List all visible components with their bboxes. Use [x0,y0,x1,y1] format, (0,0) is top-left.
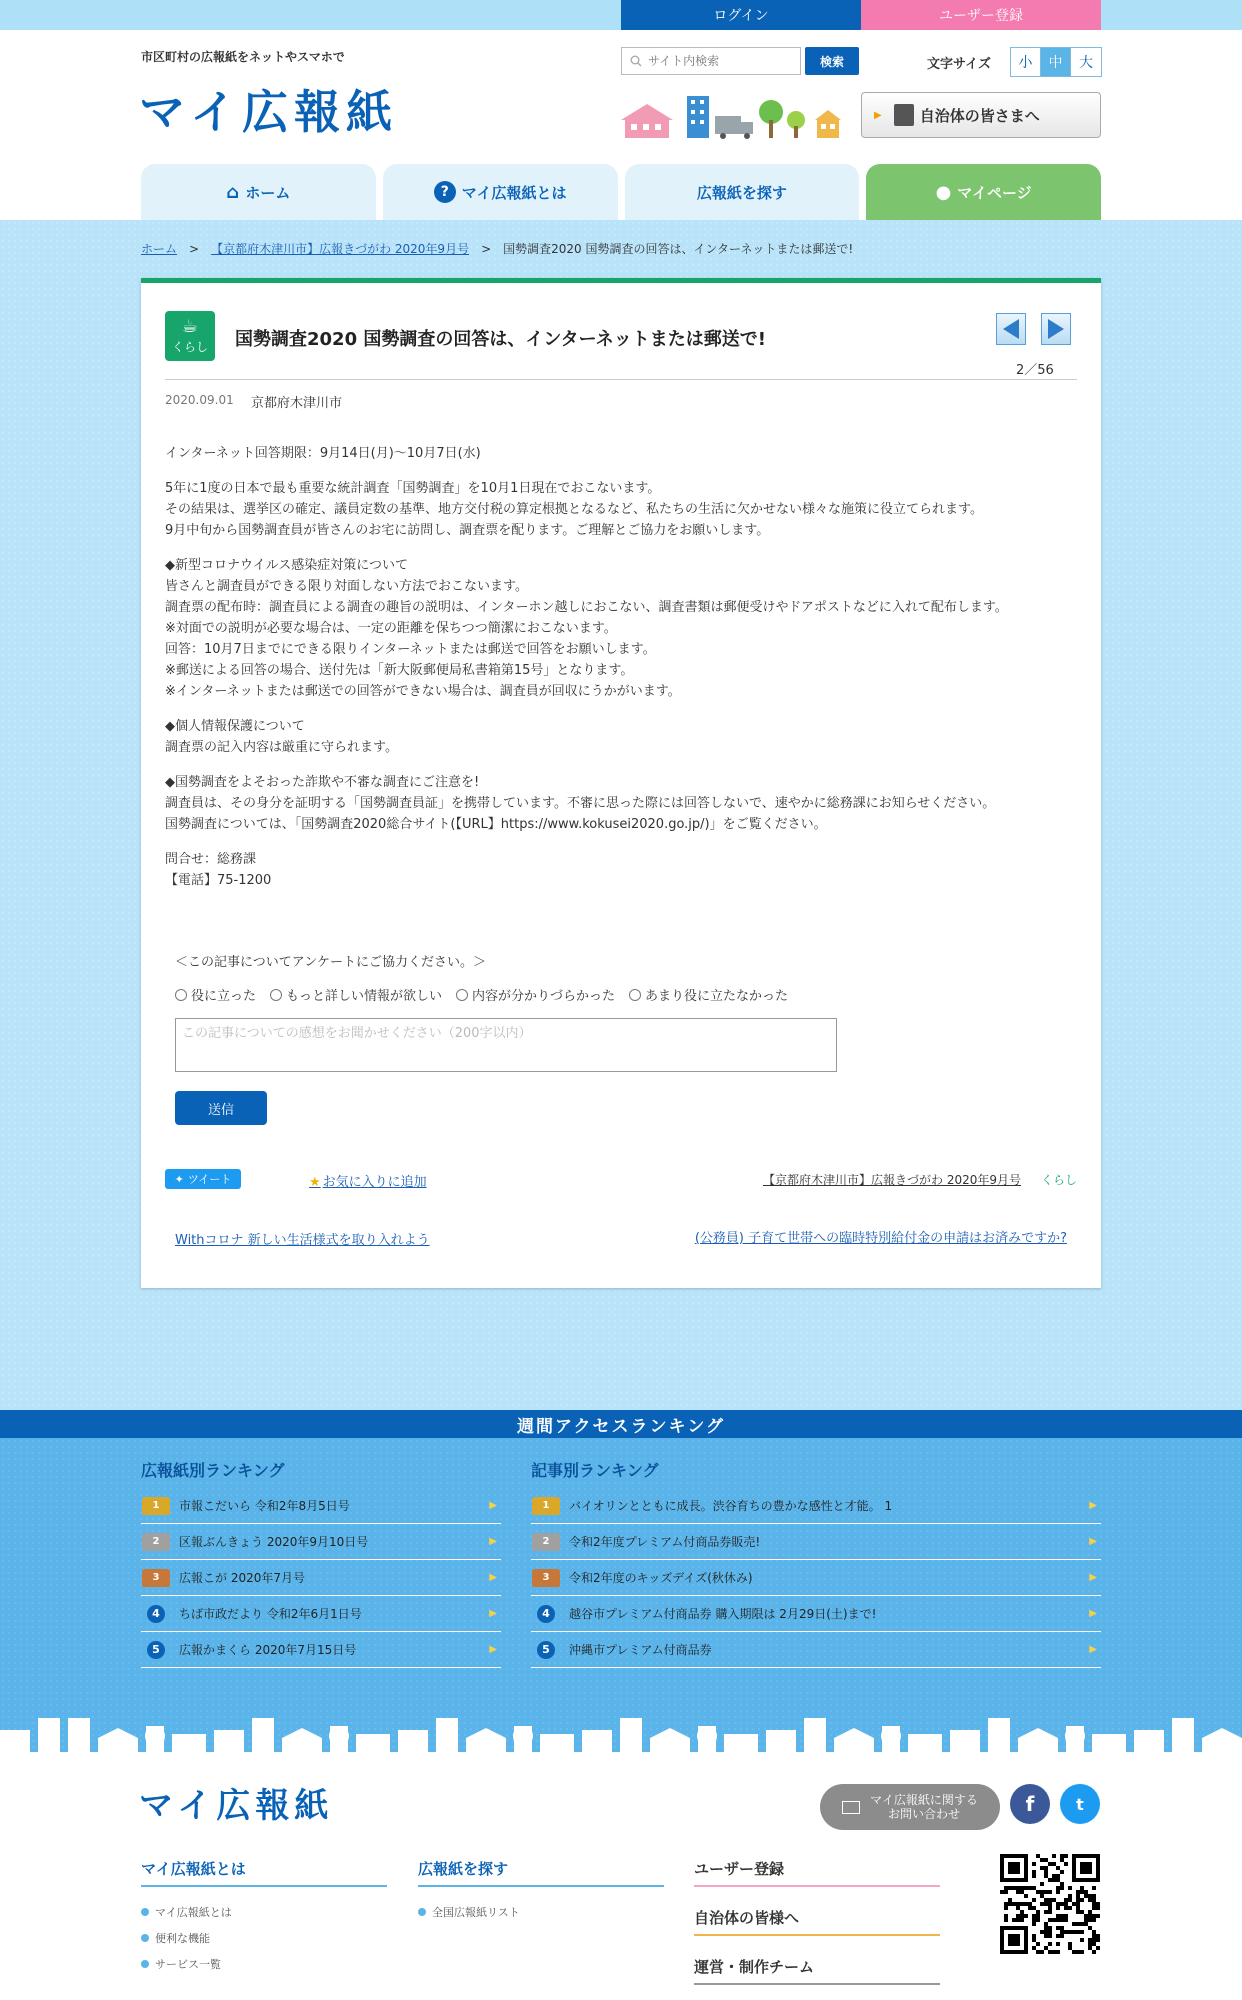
ranking-row[interactable] [141,1632,501,1668]
ranking-label: 令和2年度プレミアム付商品券販売! [569,1535,761,1549]
paper-ranking-list [141,1488,501,1668]
fontsize-large-button[interactable]: 大 [1071,48,1101,76]
rank-number-icon: 5 [537,1641,555,1659]
tab-search[interactable] [625,164,860,220]
contact-line2: お問い合わせ [887,1807,960,1821]
ranking-row[interactable] [141,1488,501,1524]
article-paragraph [165,443,1085,464]
fontsize-medium-button[interactable]: 中 [1041,48,1071,76]
prev-page-button[interactable] [996,313,1026,345]
survey-option-unclear[interactable] [456,985,615,1004]
article-line: ◆国勢調査をよそおった詐欺や不審な調査にご注意を! [165,775,480,790]
article-line: 【電話】75-1200 [165,873,272,888]
tab-about-label: マイ広報紙とは [461,183,567,202]
top-bar [0,0,1242,30]
survey-option-more-info[interactable] [270,985,442,1004]
title-divider [165,379,1077,380]
article-line: ※対面での説明が必要な場合は、一定の距離を保ちつつ簡潔におこないます。 [165,621,617,636]
footer-col-search [418,1858,664,1925]
town-skyline-icon [0,1702,1242,1758]
search-box[interactable] [621,47,801,75]
article-paragraph [165,555,1085,702]
arrow-right-icon: ▶ [489,1608,497,1619]
ranking-row[interactable] [141,1560,501,1596]
article-paragraph [165,772,1085,835]
prev-article-link[interactable]: Withコロナ 新しい生活様式を取り入れよう [175,1233,430,1248]
article-card [141,278,1101,1288]
site-tagline: 市区町村の広報紙をネットやスマホで [141,50,345,64]
article-line: 9月中旬から国勢調査員が皆さんのお宅に訪問し、調査票を配ります。ご理解とご協力をお願いします。 [165,523,770,538]
footer-col-about [141,1858,387,1977]
article-body [165,443,1085,905]
article-line: ◆個人情報保護について [165,719,305,734]
next-page-button[interactable] [1041,313,1071,345]
rank-number-icon: 4 [537,1605,555,1623]
article-line: その結果は、選挙区の確定、議員定数の基準、地方交付税の算定根拠となるなど、私たちの生活に欠かせない様々な施策に役立てられます。 [165,502,983,517]
tab-home[interactable] [141,164,376,220]
tab-home-label: ホーム [245,183,291,202]
breadcrumb-current: 国勢調査2020 国勢調査の回答は、インターネットまたは郵送で! [503,242,854,256]
article-line: 5年に1度の日本で最も重要な統計調査「国勢調査」を10月1日現在でおこないます。 [165,481,661,496]
tab-about[interactable] [383,164,618,220]
arrow-right-icon [1048,319,1064,339]
article-paragraph [165,849,1085,891]
ranking-row[interactable] [141,1596,501,1632]
tab-search-label: 広報紙を探す [696,183,787,202]
footer-link[interactable]: サービス一覧 [141,1951,387,1977]
fontsize-label: 文字サイズ [927,57,991,72]
rank-badge [531,1602,561,1626]
fontsize-small-button[interactable]: 小 [1011,48,1041,76]
rank-badge [141,1494,171,1518]
ranking-row[interactable] [531,1632,1101,1668]
jichitai-button[interactable] [861,92,1101,138]
arrow-right-icon: ▶ [1089,1536,1097,1547]
radio-icon[interactable] [456,989,468,1001]
search-input[interactable] [648,54,798,68]
footer-link[interactable]: マイ広報紙とは [141,1899,387,1925]
question-icon: ? [434,181,456,203]
radio-icon[interactable] [175,989,187,1001]
ranking-row[interactable] [531,1596,1101,1632]
tweet-button[interactable] [165,1169,241,1189]
town-illustration-icon [621,90,851,140]
category-link[interactable]: くらし [1041,1173,1078,1187]
survey-submit-button[interactable]: 送信 [175,1091,267,1125]
article-publisher: 京都府木津川市 [251,396,343,411]
ranking-row[interactable] [531,1488,1101,1524]
rank-badge [531,1638,561,1662]
article-line: ◆新型コロナウイルス感染症対策について [165,558,408,573]
crown-icon: 2 [142,1533,170,1551]
footer-col-search-title[interactable]: 広報紙を探す [418,1858,664,1887]
envelope-icon [842,1801,860,1814]
arrow-right-icon: ▶ [489,1644,497,1655]
category-badge-label: くらし [171,339,208,354]
facebook-icon[interactable]: f [1010,1784,1050,1824]
next-article-link[interactable]: (公務員) 子育て世帯への臨時特別給付金の申請はお済みですか? [694,1231,1067,1246]
crown-icon: 1 [532,1497,560,1515]
footer-link[interactable]: 便利な機能 [141,1925,387,1951]
survey-option-label: 内容が分かりづらかった [472,989,616,1004]
breadcrumb [141,240,853,257]
breadcrumb-home[interactable]: ホーム [141,242,178,256]
fontsize-switcher [1010,47,1102,77]
breadcrumb-separator: > [481,242,492,256]
crown-icon: 1 [142,1497,170,1515]
add-favorite-link[interactable] [309,1171,427,1190]
contact-label [870,1793,978,1821]
ranking-row[interactable] [531,1524,1101,1560]
arrow-right-icon: ▶ [489,1536,497,1547]
rank-badge [141,1530,171,1554]
survey-option-helpful[interactable] [175,985,256,1004]
footer-link-register[interactable]: ユーザー登録 [694,1858,940,1887]
article-paragraph [165,478,1085,541]
search-button[interactable]: 検索 [805,47,859,75]
crown-icon: 3 [532,1569,560,1587]
ranking-row[interactable] [531,1560,1101,1596]
contact-line1: マイ広報紙に関する [870,1793,978,1807]
rank-badge [531,1494,561,1518]
article-paragraph [165,716,1085,758]
article-title: 国勢調査2020 国勢調査の回答は、インターネットまたは郵送で! [235,329,766,350]
footer-link-jichitai[interactable]: 自治体の皆様へ [694,1907,940,1936]
jichitai-label: 自治体の皆さまへ [919,106,1040,125]
arrow-right-icon: ▶ [874,109,882,121]
arrow-right-icon: ▶ [1089,1644,1097,1655]
ranking-label: 区報ぶんきょう 2020年9月10日号 [179,1535,369,1549]
crown-icon: 2 [532,1533,560,1551]
rank-number-icon: 5 [147,1641,165,1659]
user-icon: ● [935,181,952,203]
survey-comment-field[interactable]: この記事についての感想をお聞かせください（200字以内） [175,1018,837,1072]
ranking-label: 越谷市プレミアム付商品券 購入期限は 2月29日(土)まで! [569,1607,877,1621]
arrow-right-icon: ▶ [489,1500,497,1511]
qr-code-icon [1000,1854,1100,1954]
home-icon: ⌂ [226,181,240,203]
rank-badge [141,1638,171,1662]
arrow-right-icon: ▶ [1089,1608,1097,1619]
register-button[interactable]: ユーザー登録 [861,0,1101,30]
arrow-right-icon: ▶ [1089,1572,1097,1583]
article-ranking-title: 記事別ランキング [531,1461,659,1480]
ranking-heading: 週間アクセスランキング [0,1410,1242,1438]
ranking-label: 市報こだいら 令和2年8月5日号 [179,1499,350,1513]
article-line: 回答：10月7日までにできる限りインターネットまたは郵送で回答をお願いします。 [165,642,656,657]
site-footer [0,1758,1242,2000]
survey-title: ＜この記事についてアンケートにご協力ください。＞ [175,955,486,970]
contact-button[interactable] [820,1784,1000,1830]
rank-badge [141,1602,171,1626]
paper-ranking [141,1458,501,1668]
article-ranking-list [531,1488,1101,1668]
tab-mypage[interactable] [866,164,1101,220]
survey-option-label: もっと詳しい情報が欲しい [286,989,443,1004]
issue-link[interactable]: 【京都府木津川市】広報きづがわ 2020年9月号 [763,1173,1021,1187]
tweet-label: ツイート [187,1173,232,1186]
article-line: ※インターネットまたは郵送での回答ができない場合は、調査員が回収にうかがいます。 [165,684,681,699]
footer-link-team[interactable]: 運営・制作チーム [694,1956,940,1985]
radio-icon[interactable] [270,989,282,1001]
article-line: インターネット回答期限：9月14日(月)～10月7日(水) [165,446,481,461]
document-icon [894,104,914,126]
article-ranking [531,1458,1101,1668]
ranking-label: ちば市政だより 令和2年6月1日号 [179,1607,362,1621]
survey-options [175,985,788,1004]
survey-option-label: 役に立った [191,989,257,1004]
favorite-label: お気に入りに追加 [322,1175,427,1190]
footer-logo[interactable]: マイ広報紙 [139,1786,334,1826]
article-line: 調査票の記入内容は厳重に守られます。 [165,740,398,755]
tab-mypage-label: マイページ [957,183,1032,202]
rank-badge [141,1566,171,1590]
breadcrumb-separator: > [189,242,200,256]
ranking-label: 令和2年度のキッズデイズ(秋休み) [569,1571,753,1585]
main-nav [141,164,1101,220]
survey-option-not-helpful[interactable] [629,985,788,1004]
arrow-right-icon: ▶ [1089,1500,1097,1511]
twitter-icon[interactable]: t [1060,1784,1100,1824]
article-line: 国勢調査については、「国勢調査2020総合サイト(【URL】https://www.kokusei2020.go.jp/)」をご覧ください。 [165,817,827,832]
footer-col-links [694,1858,940,2000]
login-button[interactable]: ログイン [621,0,861,30]
site-logo[interactable]: マイ広報紙 [139,85,399,139]
ranking-label: 沖縄市プレミアム付商品券 [569,1643,712,1657]
article-line: 皆さんと調査員ができる限り対面しない方法でおこないます。 [165,579,528,594]
search-icon [630,55,642,67]
category-badge [165,311,215,361]
ranking-label: 広報かまくら 2020年7月15日号 [179,1643,357,1657]
crown-icon: 3 [142,1569,170,1587]
twitter-bird-icon: ✦ [174,1172,184,1186]
ranking-label: 広報こが 2020年7月号 [179,1571,305,1585]
paper-ranking-title: 広報紙別ランキング [141,1461,285,1480]
rank-number-icon: 4 [147,1605,165,1623]
footer-col-about-title[interactable]: マイ広報紙とは [141,1858,387,1887]
article-line: 調査票の配布時：調査員による調査の趣旨の説明は、インターホン越しにおこない、調査書類は郵便受けやドアポストなどに入れて配布します。 [165,600,1008,615]
footer-link[interactable]: 全国広報紙リスト [418,1899,664,1925]
ranking-label: バイオリンとともに成長。渋谷育ちの豊かな感性と才能。 1 [569,1499,893,1513]
arrow-left-icon [1003,319,1019,339]
survey-option-label: あまり役に立たなかった [645,989,789,1004]
rank-badge [531,1566,561,1590]
site-header [0,30,1242,220]
article-date: 2020.09.01 [165,393,234,407]
breadcrumb-issue[interactable]: 【京都府木津川市】広報きづがわ 2020年9月号 [211,242,470,256]
article-line: 調査員は、その身分を証明する「国勢調査員証」を携帯しています。不審に思った際には回答しないで、速やかに総務課にお知らせください。 [165,796,996,811]
page-counter: 2／56 [1016,363,1054,378]
rank-badge [531,1530,561,1554]
arrow-right-icon: ▶ [489,1572,497,1583]
cup-icon: ☕ [181,315,199,337]
star-icon: ★ [309,1175,321,1190]
ranking-row[interactable] [141,1524,501,1560]
article-line: 問合せ：総務課 [165,852,257,867]
article-line: ※郵送による回答の場合、送付先は「新大阪郵便局私書箱第15号」となります。 [165,663,634,678]
radio-icon[interactable] [629,989,641,1001]
